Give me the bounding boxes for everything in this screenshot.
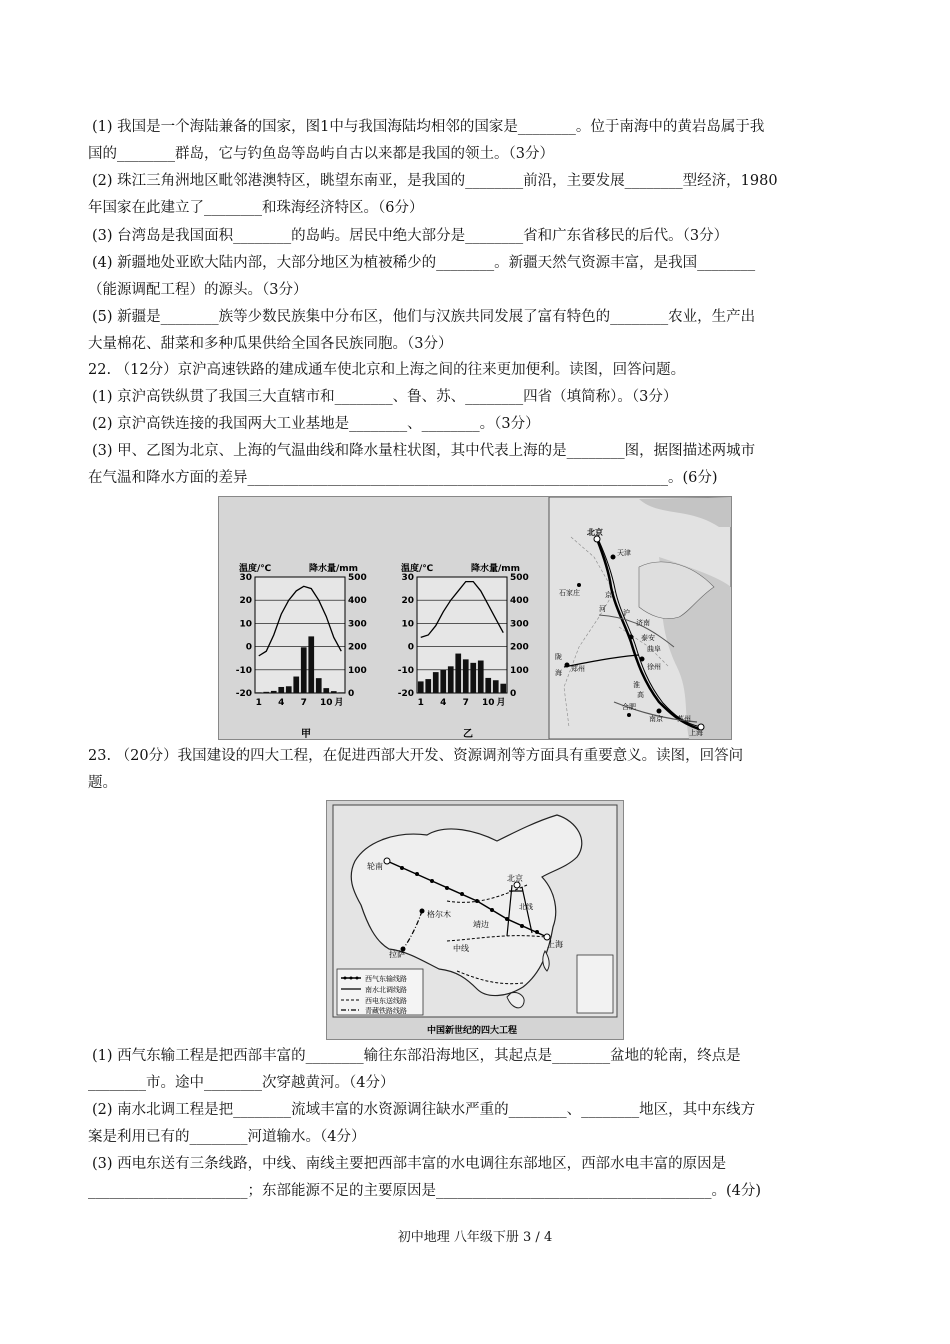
chart-a-precip-tick: 300: [348, 619, 367, 630]
chart-b-precip-bar: [448, 666, 454, 693]
chart-b-temp-tick: -20: [397, 689, 414, 699]
chart-a-temp-tick: -20: [235, 689, 252, 699]
q23-legend: [337, 969, 423, 1015]
lunnan-dot: [384, 858, 390, 864]
gas-dot: [400, 866, 404, 870]
chart-b-precip-bar: [433, 672, 439, 693]
q21-part5-line2: 大量棉花、甜菜和多种瓜果供给全国各民族同胞。（3分）: [88, 336, 453, 352]
map-label-suzhou: 苏州: [677, 715, 691, 723]
chart-a-precip-tick: 0: [348, 689, 355, 699]
chart-b-precip-bar: [425, 679, 431, 693]
q21-part4-line2: （能源调配工程）的源头。（3分）: [88, 282, 308, 298]
chart-b-precip-bar: [463, 659, 469, 693]
chart-a-precip-bar: [331, 691, 337, 693]
map-label-tianjin: 天津: [617, 549, 631, 557]
q21-part1-line2: 国的________群岛，它与钓鱼岛等岛屿自古以来都是我国的领土。（3分）: [88, 146, 554, 162]
chart-a-precip-bar: [286, 686, 292, 693]
q22-title: 22. （12分）京沪高速铁路的建成通车使北京和上海之间的往来更加便利。读图，回答问题。: [88, 362, 686, 378]
legend-label-power: 西电东送线路: [365, 997, 407, 1005]
chart-b-temp-label: 温度/℃: [401, 564, 434, 574]
chart-b-precip-bar: [478, 661, 484, 693]
q23-part1-line2: ________市。途中________次穿越黄河。（4分）: [88, 1075, 395, 1091]
chart-a-temp-tick: 0: [245, 642, 252, 653]
q23-title-line2: 题。: [88, 775, 117, 791]
chart-b-temp-tick: 10: [401, 619, 414, 630]
chart-a-precip-bar: [271, 691, 277, 693]
city-dot-jinan: [629, 635, 634, 640]
chart-b-plot-area: [417, 577, 507, 693]
chart-b-precip-bar: [493, 680, 499, 693]
map-label-shijiazhuang: 石家庄: [559, 589, 580, 597]
chart-a-caption: 甲: [301, 729, 311, 739]
map-label-nanjing: 南京: [649, 715, 663, 723]
page-footer: 初中地理 八年级下册 3 / 4: [397, 1230, 553, 1245]
chart-a-temp-tick: 30: [239, 573, 252, 583]
q23-label-lasa: 拉萨: [389, 950, 405, 959]
south-china-sea-inset: [577, 955, 613, 1013]
q23-label-beijing: 北京: [507, 874, 523, 883]
chart-a-month-label: 7: [300, 698, 307, 708]
chart-a-precip-bar: [263, 692, 269, 693]
chart-b-precip-tick: 500: [510, 573, 529, 583]
q22-part2: (2) 京沪高铁连接的我国两大工业基地是________、________。（3分）: [92, 416, 540, 432]
q23-map-caption: 中国新世纪的四大工程: [427, 1026, 518, 1036]
chart-b-precip-bar: [440, 670, 446, 693]
gas-dot: [415, 872, 419, 876]
geermu-dot: [420, 909, 425, 914]
q21-part5-line1: (5) 新疆是________族等少数民族集中分布区，他们与汉族共同发展了富有特色的________农业，生产出: [92, 309, 756, 325]
chart-a-precip-bar: [293, 677, 299, 693]
legend-label-rail: 青藏铁路线路: [365, 1007, 407, 1015]
chart-b-month-label: 4: [440, 698, 447, 708]
chart-a-precip-tick: 400: [348, 596, 367, 607]
map-label-he: 河: [599, 605, 606, 613]
chart-b-precip-tick: 400: [510, 596, 529, 607]
chart-b-precip-bar: [455, 654, 461, 693]
map-label-zhengzhou: 郑州: [571, 665, 585, 673]
chart-a-precip-tick: 200: [348, 642, 367, 653]
map-label-hu: 沪: [623, 609, 630, 617]
q23-label-beixian: 北线: [519, 903, 533, 911]
legend-label-water: 南水北调线路: [365, 986, 407, 994]
q23-part1-line1: (1) 西气东输工程是把西部丰富的________输往东部沿海地区，其起点是________盆地的轮南，终点是: [92, 1048, 741, 1064]
q23-part3-line1: (3) 西电东送有三条线路，中线、南线主要把西部丰富的水电调往东部地区，西部水电丰富的原因是: [92, 1156, 727, 1172]
q22-part1: (1) 京沪高铁纵贯了我国三大直辖市和________、鲁、苏、________四省（填简称）。（3分）: [92, 389, 678, 405]
q22-figure-svg: [219, 497, 731, 739]
chart-b-month-label: 7: [462, 698, 469, 708]
chart-b-precip-bar: [470, 663, 476, 693]
q21-part2-line2: 年国家在此建立了________和珠海经济特区。（6分）: [88, 200, 424, 216]
chart-a-month-label: 月: [334, 698, 344, 708]
chart-a-month-label: 1: [255, 698, 262, 708]
q23-label-jingbian: 靖边: [473, 920, 489, 929]
chart-a-precip-tick: 100: [348, 665, 367, 676]
q21-part3-line1: (3) 台湾岛是我国面积________的岛屿。居民中绝大部分是________省和广东省移民的后代。（3分）: [92, 228, 729, 244]
q23-figure: [326, 800, 624, 1040]
chart-a-precip-bar: [301, 647, 307, 693]
chart-a-plot-area: [255, 577, 345, 693]
chart-b-month-label: 10: [481, 698, 495, 708]
chart-a-month-label: 4: [278, 698, 285, 708]
q23-label-shanghai: 上海: [547, 940, 563, 949]
chart-b-temp-tick: 0: [407, 642, 414, 653]
q22-figure: [218, 496, 732, 740]
chart-b-precip-tick: 300: [510, 619, 529, 630]
legend-label-gas: 西气东输线路: [365, 975, 407, 983]
chart-b-temp-tick: 30: [401, 573, 414, 583]
q23-part2-line2: 案是利用已有的________河道输水。（4分）: [88, 1129, 366, 1145]
chart-a-precip-bar: [278, 687, 284, 693]
chart-b-precip-tick: 0: [510, 689, 517, 699]
gas-dot: [490, 908, 494, 912]
city-dot-tianjin: [611, 555, 616, 560]
q21-part1-line1: (1) 我国是一个海陆兼备的国家，图1中与我国海陆均相邻的国家是________。位于南海中的黄岩岛属于我: [92, 119, 765, 135]
map-label-xuzhou: 徐州: [647, 663, 661, 671]
map-label-shanghai: 上海: [689, 729, 703, 737]
chart-b-precip-bar: [418, 681, 424, 693]
chart-a-precip-bar: [323, 688, 329, 693]
city-dot-nanjing: [657, 709, 662, 714]
chart-b-month-label: 1: [417, 698, 424, 708]
q21-part2-line1: (2) 珠江三角洲地区毗邻港澳特区，眺望东南亚，是我国的________前沿，主要发展________型经济，1980: [92, 173, 778, 189]
map-label-hefei: 合肥: [622, 703, 636, 711]
q23-title-line1: 23. （20分）我国建设的四大工程，在促进西部大开发、资源调剂等方面具有重要意义。读图，回答问: [88, 748, 744, 764]
map-label-beijing: 北京: [587, 528, 603, 537]
chart-a-month-label: 10: [319, 698, 333, 708]
chart-a-precip-bar: [338, 692, 344, 693]
map-label-long: 陇: [555, 653, 562, 661]
chart-b-precip-label: 降水量/mm: [471, 564, 521, 574]
city-dot-zhengzhou: [565, 663, 570, 668]
city-dot-xuzhou: [640, 657, 645, 662]
map-label-huai: 淮: [633, 681, 640, 689]
chart-b-temp-tick: -10: [397, 665, 414, 676]
chart-a-temp-label: 温度/℃: [239, 564, 272, 574]
chart-a-precip-bar: [316, 678, 322, 693]
map-label-hai: 海: [555, 669, 562, 677]
chart-b-month-label: 月: [496, 698, 506, 708]
q23-label-lunnan: 轮南: [367, 862, 383, 871]
map-label-gao: 高: [637, 691, 644, 699]
chart-b-precip-bar: [500, 684, 506, 693]
map-label-jing: 京: [605, 591, 612, 599]
gas-dot: [460, 892, 464, 896]
rail-map: [549, 497, 731, 739]
q22-part3-line2: 在气温和降水方面的差异__________________________________________________________。(6分): [88, 470, 718, 486]
chart-a-temp-tick: 10: [239, 619, 252, 630]
legend-dot: [356, 977, 359, 980]
gas-dot: [445, 886, 449, 890]
q23-label-geermu: 格尔木: [427, 910, 451, 919]
legend-dot: [350, 977, 353, 980]
map-label-tai-an: 泰安: [641, 634, 655, 642]
q23-map-svg: [327, 801, 623, 1039]
chart-a-temp-tick: 20: [239, 596, 252, 607]
legend-dot: [344, 977, 347, 980]
gas-dot: [535, 930, 539, 934]
q21-part4-line1: (4) 新疆地处亚欧大陆内部，大部分地区为植被稀少的________。新疆天然气资源丰富，是我国________: [92, 255, 756, 271]
chart-b-precip-tick: 200: [510, 642, 529, 653]
chart-a-precip-label: 降水量/mm: [309, 564, 359, 574]
chart-b-temp-tick: 20: [401, 596, 414, 607]
chart-a-temp-tick: -10: [235, 665, 252, 676]
chart-b-caption: 乙: [463, 729, 473, 739]
gas-dot: [520, 924, 524, 928]
q23-label-zhongxian: 中线: [453, 944, 469, 953]
q23-part3-line2: ______________________；东部能源不足的主要原因是______________________________________。(4分): [88, 1183, 762, 1199]
q23-part2-line1: (2) 南水北调工程是把________流域丰富的水资源调往缺水严重的________、________地区，其中东线方: [92, 1102, 756, 1118]
q22-part3-line1: (3) 甲、乙图为北京、上海的气温曲线和降水量柱状图，其中代表上海的是________图，据图描述两城市: [92, 443, 756, 459]
map-label-qufu: 曲阜: [647, 645, 661, 653]
city-dot-hefei: [627, 713, 631, 717]
chart-a-precip-tick: 500: [348, 573, 367, 583]
chart-a-precip-bar: [308, 636, 314, 693]
chart-a-precip-bar: [256, 692, 262, 693]
city-dot-shijiazhuang: [577, 583, 581, 587]
map-label-jinan: 济南: [636, 619, 650, 627]
chart-b-precip-tick: 100: [510, 665, 529, 676]
chart-b-precip-bar: [485, 678, 491, 693]
gas-dot: [430, 879, 434, 883]
